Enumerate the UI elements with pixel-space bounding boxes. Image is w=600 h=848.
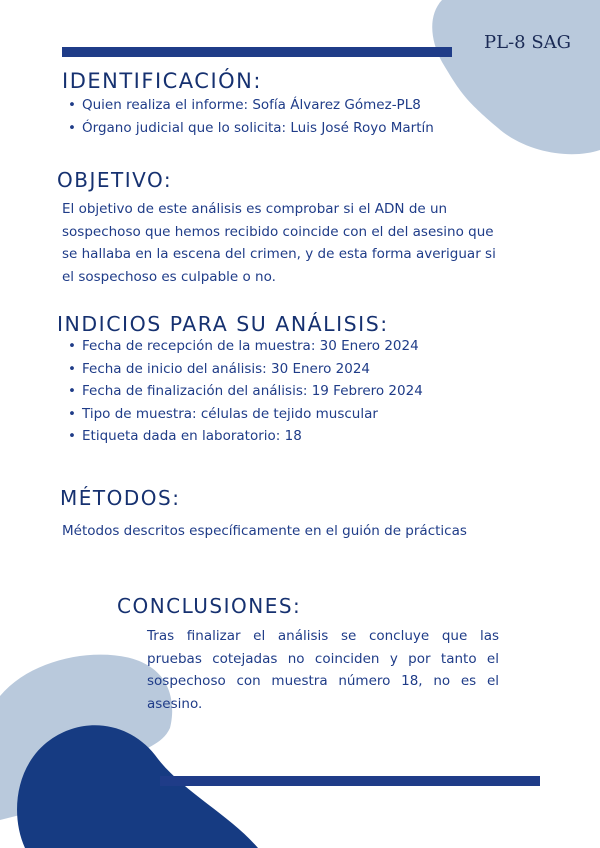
list-item: • Fecha de recepción de la muestra: 30 Enero 2024 — [62, 335, 423, 358]
top-divider-bar — [62, 47, 452, 57]
metodos-text: Métodos descritos específicamente en el guión de prácticas — [62, 523, 467, 539]
list-item: • Fecha de finalización del análisis: 19 Febrero 2024 — [62, 380, 423, 403]
list-item: • Fecha de inicio del análisis: 30 Enero 2024 — [62, 358, 423, 381]
objetivo-heading: OBJETIVO: — [57, 168, 173, 192]
indicios-list — [62, 335, 423, 448]
objetivo-text: El objetivo de este análisis es comprobar si el ADN de un sospechoso que hemos recibido coincide con el del asesino que se hallaba en la escena del crimen, y de esta forma averiguar si el sospechoso es culpable o no. — [62, 201, 496, 285]
bottom-divider-bar — [160, 776, 540, 786]
document-code: PL-8 SAG — [484, 32, 572, 53]
top-right-light-blob — [420, 0, 600, 160]
list-item: • Etiqueta dada en laboratorio: 18 — [62, 425, 423, 448]
indicios-heading: INDICIOS PARA SU ANÁLISIS: — [57, 312, 389, 336]
list-item: • Tipo de muestra: células de tejido muscular — [62, 403, 423, 426]
identificacion-list — [62, 94, 434, 139]
metodos-heading: MÉTODOS: — [60, 486, 181, 510]
conclusiones-heading: CONCLUSIONES: — [117, 594, 302, 618]
list-item: • Órgano judicial que lo solicita: Luis José Royo Martín — [62, 117, 434, 140]
conclusiones-text: Tras finalizar el análisis se concluye que las pruebas cotejadas no coinciden y por tanto el sospechoso con muestra número 18, no es el asesino. — [147, 628, 499, 712]
list-item: • Quien realiza el informe: Sofía Álvarez Gómez-PL8 — [62, 94, 434, 117]
identificacion-heading: IDENTIFICACIÓN: — [62, 69, 262, 93]
